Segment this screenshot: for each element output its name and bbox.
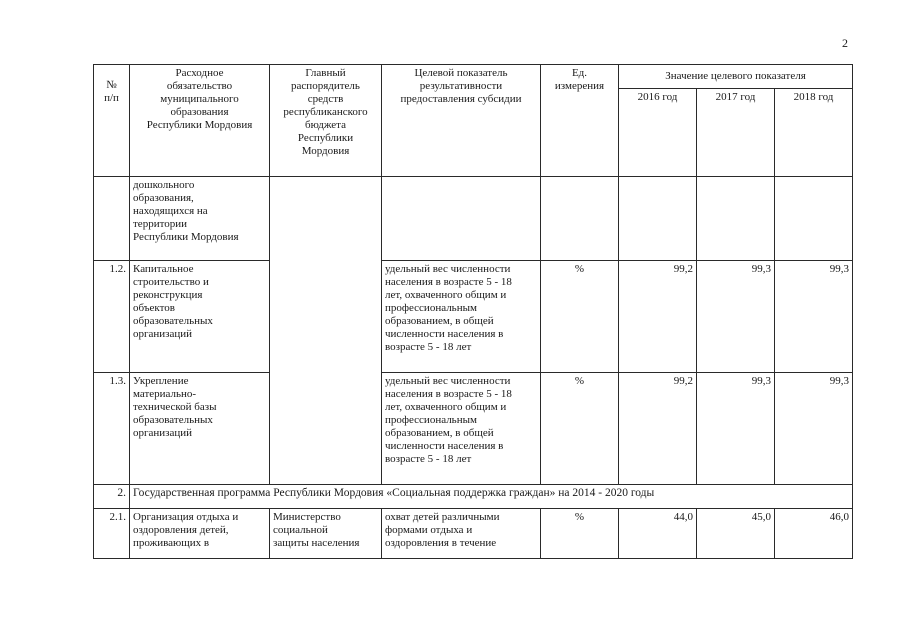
row-obligation: дошкольного образования, находящихся на территории Республики Мордовия: [130, 177, 270, 261]
row-num: 1.3.: [94, 373, 130, 485]
program-title: Государственная программа Республики Мордовия «Социальная поддержка граждан» на 2014 - 2020 годы: [130, 485, 853, 509]
row-unit: [541, 177, 619, 261]
row-v2016: [619, 177, 697, 261]
target-indicators-table: [93, 64, 853, 559]
row-unit: %: [541, 509, 619, 559]
row-v2018: 99,3: [775, 261, 853, 373]
header-obligation: Расходное обязательство муниципального образования Республики Мордовия: [130, 65, 270, 177]
row-obligation: Капитальное строительство и реконструкция объектов образовательных организаций: [130, 261, 270, 373]
row-obligation: Организация отдыха и оздоровления детей, проживающих в: [130, 509, 270, 559]
row-v2017: 99,3: [697, 373, 775, 485]
header-year-2018: 2018 год: [775, 89, 853, 177]
program-num: 2.: [94, 485, 130, 509]
header-num: № п/п: [94, 65, 130, 177]
header-year-2017: 2017 год: [697, 89, 775, 177]
row-num: 2.1.: [94, 509, 130, 559]
table-row: [94, 509, 853, 559]
header-values: Значение целевого показателя: [619, 65, 853, 89]
row-indicator: охват детей различными формами отдыха и оздоровления в течение: [382, 509, 541, 559]
row-indicator: удельный вес численности населения в возрасте 5 - 18 лет, охваченного общим и профессиональным образованием, в общей численности населения в возрасте 5 - 18 лет: [382, 373, 541, 485]
table-row: [94, 261, 853, 373]
row-administrator: Министерство социальной защиты населения: [270, 509, 382, 559]
row-unit: %: [541, 373, 619, 485]
row-v2017: 45,0: [697, 509, 775, 559]
row-v2016: 44,0: [619, 509, 697, 559]
row-v2018: 99,3: [775, 373, 853, 485]
header-indicator: Целевой показатель результативности предоставления субсидии: [382, 65, 541, 177]
table-row: [94, 373, 853, 485]
header-unit: Ед. измерения: [541, 65, 619, 177]
row-v2017: [697, 177, 775, 261]
row-v2018: 46,0: [775, 509, 853, 559]
program-row: [94, 485, 853, 509]
page-number: 2: [842, 36, 848, 50]
row-num: 1.2.: [94, 261, 130, 373]
row-unit: %: [541, 261, 619, 373]
row-v2018: [775, 177, 853, 261]
row-v2017: 99,3: [697, 261, 775, 373]
header-row: [94, 65, 853, 89]
header-year-2016: 2016 год: [619, 89, 697, 177]
row-indicator: [382, 177, 541, 261]
row-v2016: 99,2: [619, 261, 697, 373]
row-num: [94, 177, 130, 261]
row-administrator-merged: [270, 177, 382, 485]
table-row: [94, 177, 853, 261]
row-v2016: 99,2: [619, 373, 697, 485]
header-administrator: Главный распорядитель средств республиканского бюджета Республики Мордовия: [270, 65, 382, 177]
row-indicator: удельный вес численности населения в возрасте 5 - 18 лет, охваченного общим и профессиональным образованием, в общей численности населения в возрасте 5 - 18 лет: [382, 261, 541, 373]
row-obligation: Укрепление материально- технической базы образовательных организаций: [130, 373, 270, 485]
